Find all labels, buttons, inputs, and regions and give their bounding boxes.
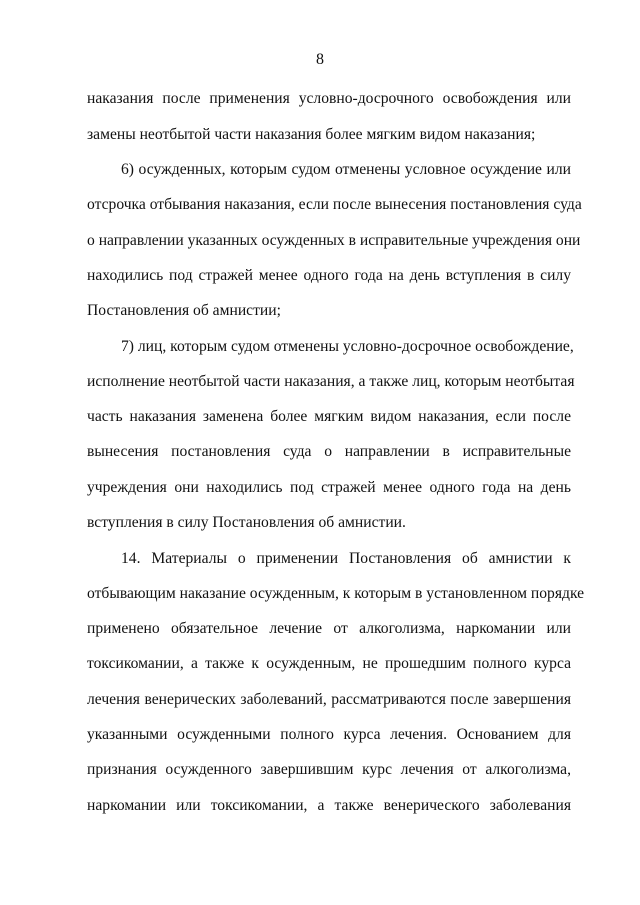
text-line: токсикомании, а также к осужденным, не прошедшим полного курса: [87, 655, 571, 672]
text-line: вынесения постановления суда о направлении в исправительные: [87, 443, 571, 460]
text-line: 14. Материалы о применении Постановления об амнистии к: [121, 550, 571, 567]
text-line: применено обязательное лечение от алкоголизма, наркомании или: [87, 620, 571, 637]
text-line: вступления в силу Постановления об амнистии.: [87, 514, 406, 531]
text-line: признания осужденного завершившим курс лечения от алкоголизма,: [87, 761, 571, 778]
text-line: наркомании или токсикомании, а также венерического заболевания: [87, 797, 571, 814]
text-line: 6) осужденных, которым судом отменены условное осуждение или: [121, 161, 571, 178]
text-line: находились под стражей менее одного года на день вступления в силу: [87, 267, 571, 284]
text-line: часть наказания заменена более мягким видом наказания, если после: [87, 408, 571, 425]
text-line: указанными осужденными полного курса лечения. Основанием для: [87, 726, 571, 743]
text-line: 7) лиц, которым судом отменены условно-досрочное освобождение,: [121, 338, 574, 355]
text-line: наказания после применения условно-досрочного освобождения или: [87, 90, 571, 107]
text-line: замены неотбытой части наказания более мягким видом наказания;: [87, 126, 536, 143]
text-line: отбывающим наказание осужденным, к которым в установленном порядке: [87, 585, 585, 602]
text-line: отсрочка отбывания наказания, если после вынесения постановления суда: [87, 196, 582, 213]
text-line: исполнение неотбытой части наказания, а также лиц, которым неотбытая: [87, 373, 575, 390]
page-number: 8: [316, 51, 324, 68]
text-line: Постановления об амнистии;: [87, 302, 281, 319]
text-line: о направлении указанных осужденных в исправительные учреждения они: [87, 232, 581, 249]
text-line: лечения венерических заболеваний, рассматриваются после завершения: [87, 691, 571, 708]
text-line: учреждения они находились под стражей менее одного года на день: [87, 479, 571, 496]
